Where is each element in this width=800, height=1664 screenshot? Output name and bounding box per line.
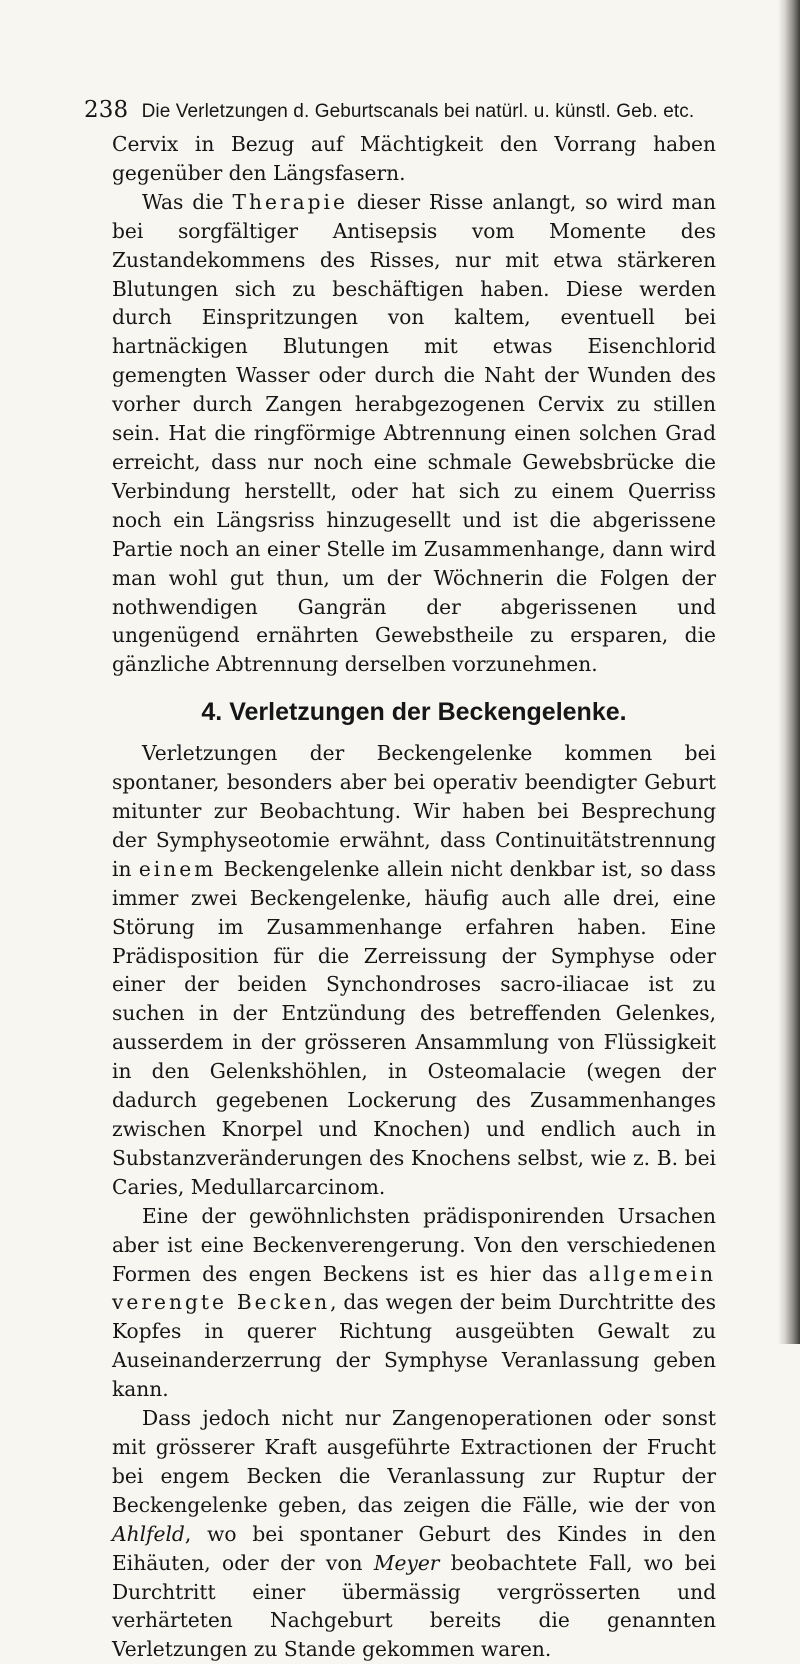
emphasis-allgemein-verengte-becken: allgemein verengte Becken	[112, 1261, 716, 1315]
running-header	[84, 97, 710, 123]
paragraph-therapy-text: dieser Risse anlangt, so wird man bei sorgfältiger Antisepsis vom Momente des Zustandekommens des Risses, nur mit etwa stärkeren Blutungen sich zu beschäftigen haben. Diese werden durch Einspritzungen von kaltem, eventuell bei hartnäckigen Blutungen mit etwas Eisenchlorid gemengten Wasser oder durch die Naht der Wunden des vorher durch Zangen herabgezogenen Cervix zu stillen sein. Hat die ringförmige Abtrennung einen solchen Grad erreicht, dass nur noch eine schmale Gewebsbrücke die Verbindung herstellt, oder hat sich zu einem Querriss noch ein Längsriss hinzugesellt und ist die abgerissene Partie noch an einer Stelle im Zusammenhange, dann wird man wohl gut thun, um der Wöchnerin die Folgen der nothwendigen Gangrän der abgerissenen und ungenügend ernährten Gewebstheile zu ersparen, die gänzliche Abtrennung derselben vorzunehmen.	[112, 189, 716, 677]
author-meyer: Meyer	[373, 1550, 440, 1575]
emphasis-einem: einem	[138, 856, 217, 881]
author-ahlfeld: Ahlfeld	[112, 1521, 185, 1546]
paragraph-injuries	[112, 739, 716, 1202]
running-title: Die Verletzungen d. Geburtscanals bei natürl. u. künstl. Geb. etc.	[141, 101, 695, 122]
section-heading: 4. Verletzungen der Beckengelenke.	[201, 698, 627, 727]
page-body	[112, 130, 716, 1664]
paragraph-injuries-text-b: Beckengelenke allein nicht denkbar ist, so dass immer zwei Beckengelenke, häufig auch alle drei, eine Störung im Zusammenhange erfahren haben. Eine Prädisposition für die Zerreissung der Symphyse oder einer der beiden Synchondroses sacro-iliacae ist zu suchen in der Entzündung des betreffenden Gelenkes, ausserdem in der grösseren Ansammlung von Flüssigkeit in den Gelenkshöhlen, in Osteomalacie (wegen der dadurch gegebenen Lockerung des Zusammenhanges zwischen Knorpel und Knochen) und endlich auch in Substanzveränderungen des Knochens selbst, wie z. B. bei Caries, Medullarcarcinom.	[112, 856, 716, 1199]
page-number: 238	[84, 97, 129, 123]
paragraph-injuries-text-a: Verletzungen der Beckengelenke kommen bei spontaner, besonders aber bei operativ beendigter Geburt mitunter zur Beobachtung. Wir haben bei Besprechung der Symphyseotomie erwähnt, dass Continuitätstrennung in	[112, 741, 716, 881]
paragraph-cases	[112, 1404, 716, 1664]
paragraph-causes	[112, 1202, 716, 1404]
paragraph-cases-text-a: Dass jedoch nicht nur Zangenoperationen oder sonst mit grösserer Kraft ausgeführte Extractionen der Frucht bei engem Becken die Veranlassung zur Ruptur der Beckengelenke geben, das zeigen die Fälle, wie der von	[112, 1406, 716, 1517]
paragraph-causes-text-a: Eine der gewöhnlichsten prädisponirenden Ursachen aber ist eine Beckenverengerung. Von den verschiedenen Formen des engen Beckens ist es hier das	[112, 1203, 716, 1286]
paragraph-cases-text-b: , wo bei spontaner Geburt des Kindes in den Eihäuten, oder der von	[112, 1521, 716, 1575]
paragraph-continuation: Cervix in Bezug auf Mächtigkeit den Vorrang haben gegenüber den Längsfasern.	[112, 132, 716, 185]
page-edge-shadow	[778, 0, 800, 1344]
paragraph-therapy	[112, 188, 716, 679]
emphasis-therapie: Therapie	[232, 189, 348, 214]
paragraph-therapy-lead: Was die	[142, 189, 233, 214]
paragraph-cases-text-c: beobachtete Fall, wo bei Durchtritt einer übermässig vergrösserten und verhärteten Nachgeburt bereits die genannten Verletzungen zu Stande gekommen waren.	[112, 1550, 716, 1662]
paragraph-causes-text-b: , das wegen der beim Durchtritte des Kopfes in querer Richtung ausgeübten Gewalt zu Auseinanderzerrung der Symphyse Veranlassung geben kann.	[112, 1290, 716, 1402]
